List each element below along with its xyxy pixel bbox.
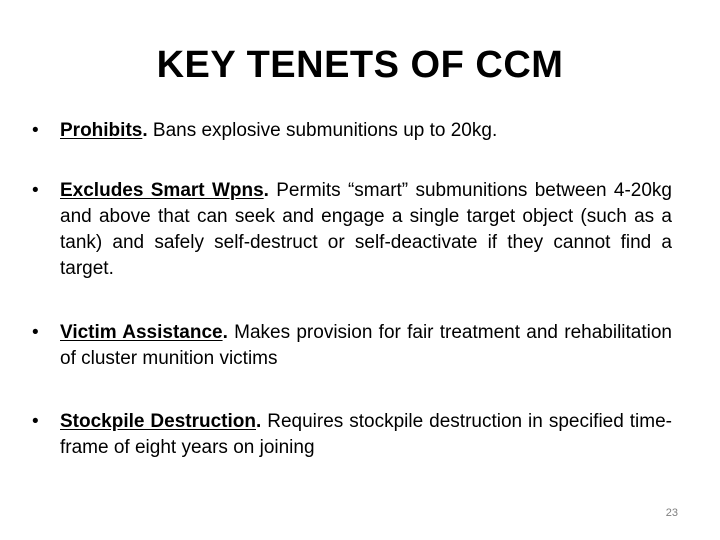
bullet-lead-suffix: . xyxy=(263,180,269,201)
bullet-text xyxy=(60,409,672,461)
bullet-body: Permits “smart” submunitions between 4-20kg and above that can seek and engage a single target object (such as a tank) and safely self-destruct or self-deactivate if they cannot find a target. xyxy=(60,180,672,279)
bullet-item-prohibits xyxy=(32,118,672,144)
bullet-text xyxy=(60,178,672,282)
slide-title: KEY TENETS OF CCM xyxy=(156,44,564,86)
bullet-dot-icon: • xyxy=(32,180,39,201)
bullet-dot-icon: • xyxy=(32,411,39,432)
bullet-body: Bans explosive submunitions up to 20kg. xyxy=(147,120,498,141)
bullet-item-excludes-smart-weapons xyxy=(32,178,672,282)
bullet-lead-suffix: . xyxy=(222,322,228,343)
bullet-body: Makes provision for fair treatment and rehabilitation of cluster munition victims xyxy=(60,322,672,369)
bullet-body: Requires stockpile destruction in specified time-frame of eight years on joining xyxy=(60,411,672,458)
bullet-dot-icon: • xyxy=(32,120,39,141)
bullet-item-stockpile-destruction xyxy=(32,409,672,461)
page-number: 23 xyxy=(665,507,678,519)
bullet-lead-suffix: . xyxy=(142,120,148,141)
bullet-lead: Victim Assistance xyxy=(60,322,223,343)
bullet-lead-suffix: . xyxy=(256,411,262,432)
bullet-item-victim-assistance xyxy=(32,320,672,372)
bullet-lead: Prohibits xyxy=(60,120,143,141)
bullet-text xyxy=(60,118,672,144)
bullet-text xyxy=(60,320,672,372)
bullet-lead: Stockpile Destruction xyxy=(60,411,257,432)
bullet-lead: Excludes Smart Wpns xyxy=(60,180,264,201)
bullet-dot-icon: • xyxy=(32,322,39,343)
